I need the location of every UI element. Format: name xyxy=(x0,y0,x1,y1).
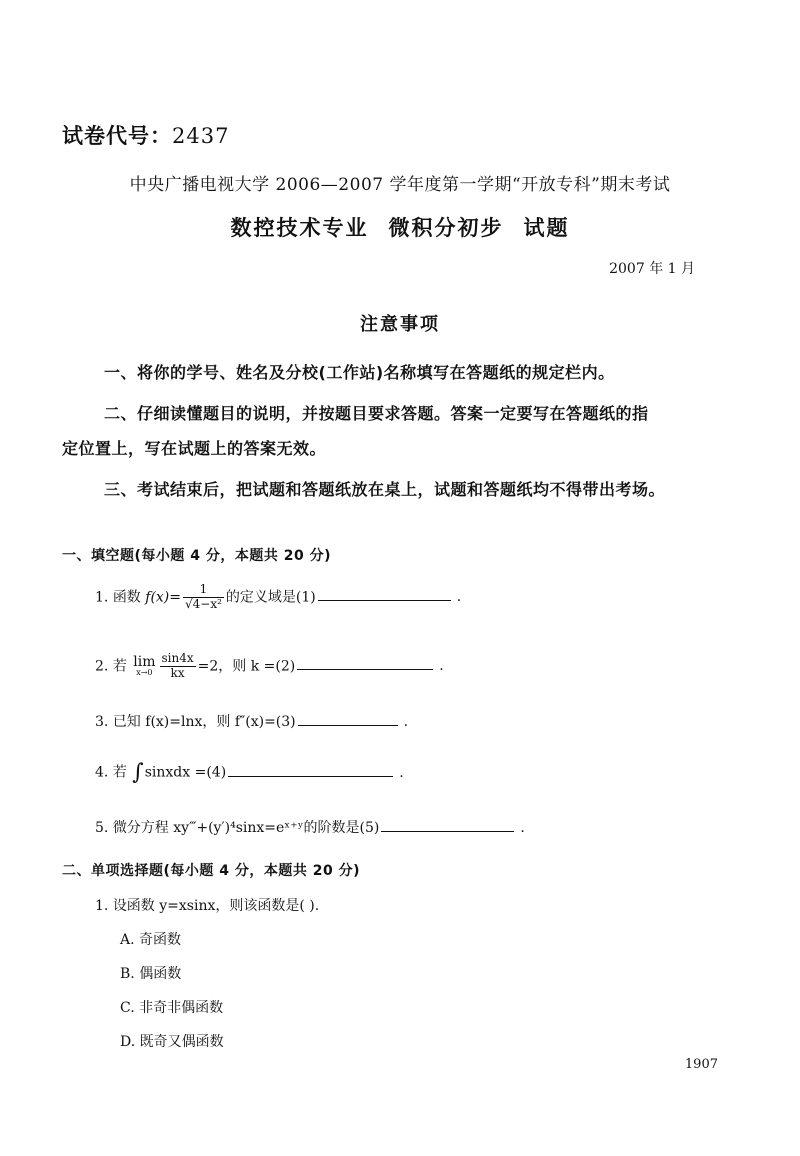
question-1-5: 5. 微分方程 xy‴+(y′)⁴sinx=eˣ⁺ʸ的阶数是(5) . xyxy=(95,817,525,837)
question-1-2: 2. 若 lim x→0 $\frac{\sin 4x}{kx}$ =2，则 k =(2) . xyxy=(95,651,444,680)
notice-item-2-cont: 定位置上，写在试题上的答案无效。 xyxy=(62,439,327,458)
option-a: A. 奇函数 xyxy=(120,932,182,948)
option-c: C. 非奇非偶函数 xyxy=(120,1000,224,1016)
option-d: D. 既奇又偶函数 xyxy=(120,1034,224,1050)
answer-blank xyxy=(228,762,393,777)
answer-blank xyxy=(381,817,514,832)
integral-sign: ∫ xyxy=(132,760,144,785)
question-1-3: 3. 已知 f(x)=lnx，则 f″(x)=(3) . xyxy=(95,711,408,731)
exam-subtitle: 中央广播电视大学 2006—2007 学年度第一学期“开放专科”期末考试 xyxy=(129,175,671,195)
limit: lim x→0 xyxy=(133,654,156,678)
exam-title: 数控技术专业 微积分初步 试题 xyxy=(230,216,570,240)
notice-item-1: 一、将你的学号、姓名及分校(工作站)名称填写在答题纸的规定栏内。 xyxy=(104,363,615,382)
fraction: $\frac{1}{\text{√4−x²}}$ xyxy=(185,582,222,611)
answer-blank xyxy=(297,655,433,670)
page-number: 1907 xyxy=(684,1057,718,1072)
section-fill-in-heading: 一、填空题(每小题 4 分，本题共 20 分) xyxy=(62,548,332,564)
answer-blank xyxy=(298,711,398,726)
question-1-4: 4. 若 ∫sinxdx =(4) . xyxy=(95,760,404,785)
notice-heading: 注意事项 xyxy=(360,314,440,335)
exam-code: 试卷代号：2437 xyxy=(62,124,230,148)
notice-item-2: 二、仔细读懂题目的说明，并按题目要求答题。答案一定要写在答题纸的指 xyxy=(104,404,649,423)
fraction: $\frac{\sin 4x}{kx}$ xyxy=(161,651,194,680)
section-choice-heading: 二、单项选择题(每小题 4 分，本题共 20 分) xyxy=(62,863,361,879)
question-1-1: 1. 函数 f(x)= $\frac{1}{\text{√4−x²}}$ 的定义域是(1) . xyxy=(95,582,462,611)
exam-date: 2007 年 1 月 xyxy=(609,261,695,277)
answer-blank xyxy=(318,586,451,601)
question-2-1: 1. 设函数 y=xsinx，则该函数是( ). xyxy=(95,898,320,914)
option-b: B. 偶函数 xyxy=(120,966,182,982)
notice-item-3: 三、考试结束后，把试题和答题纸放在桌上，试题和答题纸均不得带出考场。 xyxy=(104,480,666,499)
